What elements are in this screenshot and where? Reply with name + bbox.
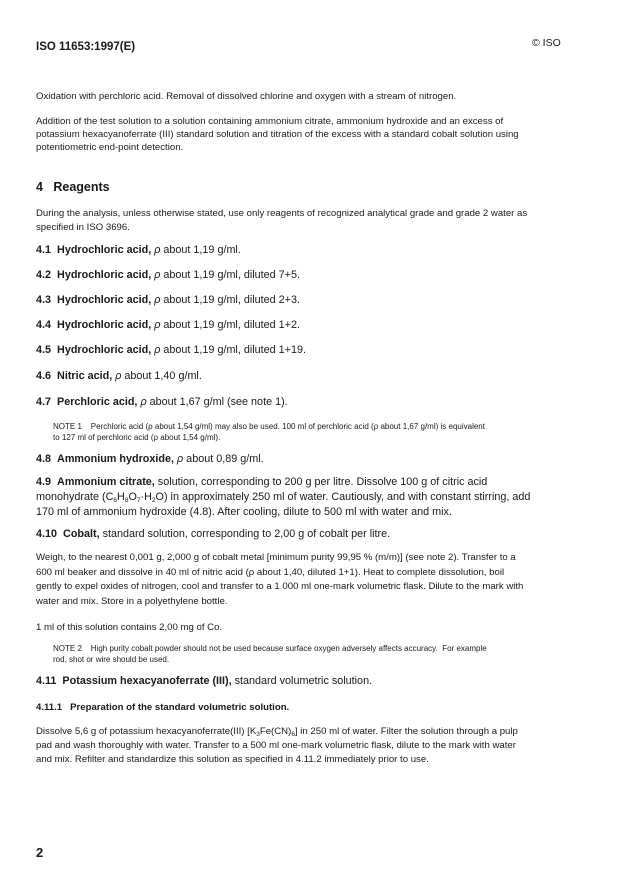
item-4-9-line-3: 170 ml of ammonium hydroxide (4.8). After cooling, dilute to 500 ml with water and mix. (36, 506, 452, 518)
document-id: ISO 11653:1997(E) (36, 41, 136, 53)
item-number: 4.11 (36, 675, 57, 687)
reagent-description: about 0,89 g/ml. (183, 453, 264, 465)
item-number: 4.5 (36, 344, 52, 356)
intro-p2-line-1: Addition of the test solution to a solution containing ammonium citrate, ammonium hydroxide and an excess of (36, 116, 504, 127)
rho-symbol: ρ (154, 244, 161, 256)
item-number: 4.9 (36, 476, 52, 488)
reagent-item-4-4 (36, 319, 300, 331)
reagent-item-4-10 (36, 528, 390, 540)
intro-paragraph-1: Oxidation with perchloric acid. Removal of dissolved chlorine and oxygen with a stream of nitrogen. (36, 91, 457, 102)
rho-symbol: ρ (154, 319, 161, 331)
section-heading-reagents: 4 Reagents (36, 180, 110, 194)
reagent-item-4-8 (36, 453, 264, 465)
reagent-name: Cobalt, (63, 528, 100, 540)
cobalt-procedure-line-3: gently to expel oxides of nitrogen, cool and transfer to a 1 000 ml one-mark volumetric flask. Dilute to the mark with (36, 581, 524, 592)
cobalt-procedure-line-4: water and mix. Store in a polyethylene bottle. (36, 595, 228, 607)
reagent-description: about 1,19 g/ml, diluted 7+5. (160, 269, 300, 281)
note-1-line-1: NOTE 1 Perchloric acid (ρ about 1,54 g/ml) may also be used. 100 ml of perchloric acid (ρ about 1,67 g/ml) is equivalent (53, 422, 485, 431)
reagent-description: about 1,40 g/ml. (121, 370, 202, 382)
reagent-name: Hydrochloric acid, (57, 344, 152, 356)
item-number: 4.8 (36, 453, 52, 465)
rho-symbol: ρ (154, 269, 161, 281)
rho-symbol: ρ (154, 294, 161, 306)
hexacyanoferrate-line-3: and mix. Refilter and standardize this solution as specified in 4.11.2 immediately prior to use. (36, 754, 429, 765)
subsection-4-11-1-heading: 4.11.1 Preparation of the standard volumetric solution. (36, 702, 290, 713)
reagent-item-4-9 (36, 475, 530, 520)
reagents-intro (36, 207, 527, 235)
reagent-description: standard volumetric solution. (231, 675, 373, 687)
reagent-description: about 1,67 g/ml (see note 1). (146, 396, 288, 408)
note-2-line-2: rod, shot or wire should be used. (53, 655, 170, 664)
reagent-item-4-6 (36, 370, 202, 382)
reagents-intro-line-1: During the analysis, unless otherwise stated, use only reagents of recognized analytical grade and grade 2 water as (36, 208, 528, 219)
hexacyanoferrate-line-2: pad and wash thoroughly with water. Transfer to a 500 ml one-mark volumetric flask, dilute to the mark with water (36, 740, 516, 751)
item-number: 4.2 (36, 269, 52, 281)
reagent-item-4-3 (36, 294, 300, 306)
hexacyanoferrate-line-1: Dissolve 5,6 g of potassium hexacyanoferrate(III) $[K_3Fe(CN)_6]$ in 250 ml of water. Filter the solution through a pulp (36, 726, 518, 738)
item-number: 4.3 (36, 294, 52, 306)
reagent-item-4-2 (36, 269, 300, 281)
cobalt-procedure (36, 551, 523, 609)
rho-symbol: ρ (140, 396, 147, 408)
reagent-name: Hydrochloric acid, (57, 294, 152, 306)
page-number: 2 (36, 845, 44, 860)
reagent-description: about 1,19 g/ml, diluted 1+19. (160, 344, 306, 356)
reagent-name: Hydrochloric acid, (57, 244, 152, 256)
reagent-name: Perchloric acid, (57, 396, 138, 408)
reagent-description: standard solution, corresponding to 2,00 g of cobalt per litre. (99, 528, 391, 540)
rho-symbol: ρ (177, 453, 184, 465)
item-number: 4.7 (36, 396, 52, 408)
cobalt-procedure-line-1: Weigh, to the nearest 0,001 g, 2,000 g of cobalt metal [minimum purity 99,95 % (m/m)] (see note 2). Transfer to a (36, 552, 516, 563)
item-number: 4.10 (36, 528, 58, 540)
reagent-description: about 1,19 g/ml. (160, 244, 241, 256)
intro-paragraph-2 (36, 115, 519, 154)
reagent-description: about 1,19 g/ml, diluted 1+2. (160, 319, 300, 331)
rho-symbol: ρ (115, 370, 122, 382)
item-number: 4.4 (36, 319, 52, 331)
copyright-mark: © ISO (532, 37, 561, 49)
reagent-item-4-1 (36, 244, 241, 256)
hexacyanoferrate-procedure (36, 725, 518, 767)
reagent-item-4-5 (36, 344, 306, 356)
reagent-name: Ammonium hydroxide, (57, 453, 174, 465)
note-1-line-2: to 127 ml of perchloric acid (ρ about 1,54 g/ml). (53, 433, 221, 442)
item-4-9-line-1: solution, corresponding to 200 g per litre. Dissolve 100 g of citric acid (154, 476, 488, 488)
note-1 (53, 421, 613, 443)
rho-symbol: ρ (154, 344, 161, 356)
reagent-description: about 1,19 g/ml, diluted 2+3. (160, 294, 300, 306)
reagent-name: Nitric acid, (57, 370, 113, 382)
item-number: 4.1 (36, 244, 52, 256)
item-4-9-line-2: monohydrate $(C_6H_8O_7\cdot H_2O)$ in approximately 250 ml of water. Cautiously, and with constant stirring, add (36, 491, 531, 504)
intro-p2-line-3: potentiometric end-point detection. (36, 142, 184, 153)
reagent-name: Hydrochloric acid, (57, 319, 152, 331)
reagents-intro-line-2: specified in ISO 3696. (36, 222, 130, 233)
reagent-name: Ammonium citrate, (57, 476, 155, 488)
reagent-item-4-11 (36, 675, 372, 687)
cobalt-procedure-line-2: 600 ml beaker and dissolve in 40 ml of nitric acid (ρ about 1,40, diluted 1+1). Heat to complete dissolution, boil (36, 566, 505, 578)
item-number: 4.6 (36, 370, 52, 382)
cobalt-concentration-line: 1 ml of this solution contains 2,00 mg of Co. (36, 622, 223, 633)
reagent-item-4-7 (36, 396, 288, 408)
note-2 (53, 643, 613, 665)
intro-p2-line-2: potassium hexacyanoferrate (III) standard solution and titration of the excess with a standard cobalt solution using (36, 129, 519, 140)
reagent-name: Hydrochloric acid, (57, 269, 152, 281)
note-2-line-1: NOTE 2 High purity cobalt powder should not be used because surface oxygen adversely affects accuracy. For example (53, 644, 487, 653)
reagent-name: Potassium hexacyanoferrate (III), (62, 675, 232, 687)
